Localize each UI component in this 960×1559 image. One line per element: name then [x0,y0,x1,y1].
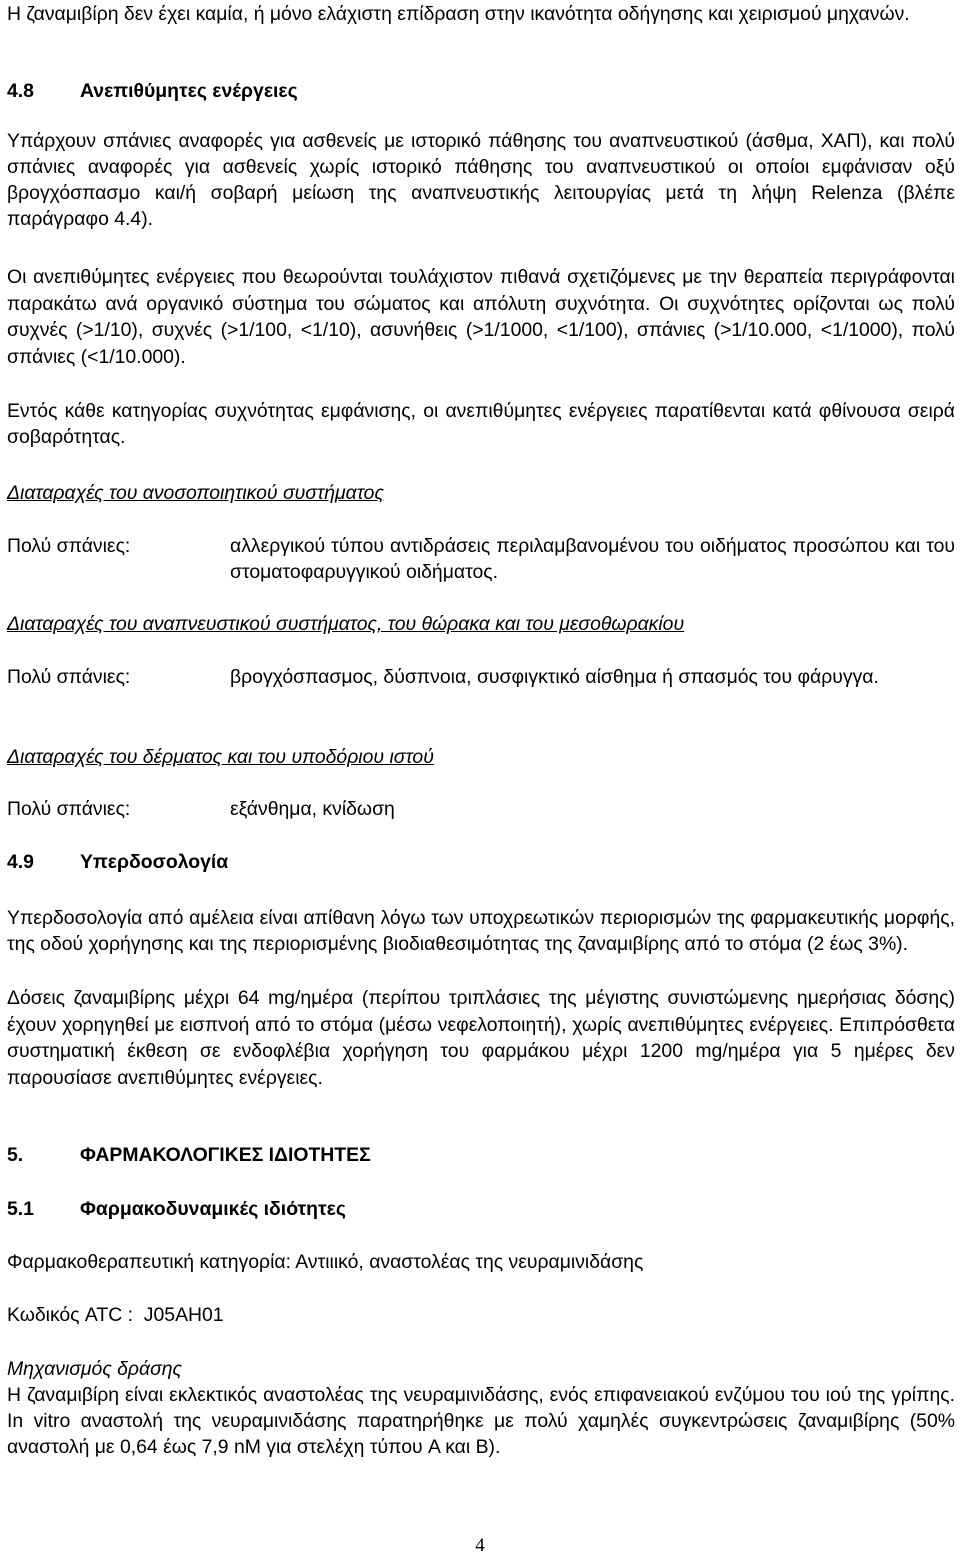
section-title: Ανεπιθύμητες ενέργειες [80,80,298,102]
adverse-paragraph-1: Υπάρχουν σπάνιες αναφορές για ασθενείς με ιστορικό πάθησης του αναπνευστικού (άσθμα, ΧΑΠ), και πολύ σπάνιες αναφορές για ασθενείς χωρίς ιστορικό πάθησης του αναπνευστικού οι οποίοι εμφάνισαν οξύ βρογχόσπασμο και/ή σοβαρή μείωση της αναπνευστικής λειτουργίας μετά τη λήψη Relenza (βλέπε παράγραφο 4.4). [7,130,955,230]
group-row [7,533,955,585]
effect-text: αλλεργικού τύπου αντιδράσεις περιλαμβανομένου του οιδήματος προσώπου και του στοματοφαρυγγικού οιδήματος. [230,535,955,583]
atc-code: Κωδικός ATC : J05AH01 [7,1304,224,1326]
effect-text: βρογχόσπασμος, δύσπνοια, συσφιγκτικό αίσθημα ή σπασμός του φάρυγγα. [230,666,879,688]
section-4-8-heading [7,78,298,104]
frequency-label: Πολύ σπάνιες: [7,535,131,557]
therapeutic-category: Φαρμακοθεραπευτική κατηγορία: Αντιιικό, αναστολέας της νευραμινιδάσης [7,1251,644,1273]
group-heading: Διαταραχές του ανοσοποιητικού συστήματος [7,482,384,504]
group-row [7,664,955,690]
group-row [7,796,955,822]
section-title: Φαρμακοδυναμικές ιδιότητες [80,1198,346,1220]
frequency-label: Πολύ σπάνιες: [7,798,131,820]
section-title: ΦΑΡΜΑΚΟΛΟΓΙΚΕΣ ΙΔΙΟΤΗΤΕΣ [80,1144,371,1166]
mechanism-paragraph: Η ζαναμιβίρη είναι εκλεκτικός αναστολέας της νευραμινιδάσης, ενός επιφανειακού ενζύμου του ιού της γρίπης. In vitro αναστολή της νευραμινιδάσης παρατηρήθηκε με πολύ χαμηλές συγκεντρώσεις ζαναμιβίρης (50% αναστολή με 0,64 έως 7,9 nM για στελέχη τύπου A και B). [7,1384,955,1458]
adverse-paragraph-2: Οι ανεπιθύμητες ενέργειες που θεωρούνται τουλάχιστον πιθανά σχετιζόμενες με την θεραπεία περιγράφονται παρακάτω ανά οργανικό σύστημα του σώματος και απόλυτη συχνότητα. Οι συχνότητες ορίζονται ως πολύ συχνές (>1/10), συχνές (>1/100, <1/10), ασυνήθεις (>1/1000, <1/100), σπάνιες (>1/10.000, <1/1000), πολύ σπάνιες (<1/10.000). [7,266,955,368]
overdose-paragraph-1: Υπερδοσολογία από αμέλεια είναι απίθανη λόγω των υποχρεωτικών περιορισμών της φαρμακευτικής μορφής, της οδού χορήγησης και της περιορισμένης βιοδιαθεσιμότητας της ζαναμιβίρης από το στόμα (2 έως 3%). [7,907,955,955]
effect-text: εξάνθημα, κνίδωση [230,798,395,820]
section-5-1-heading [7,1196,346,1222]
group-heading: Διαταραχές του δέρματος και του υποδόριου ιστού [7,746,434,768]
intro-paragraph: Η ζαναμιβίρη δεν έχει καμία, ή μόνο ελάχιστη επίδραση στην ικανότητα οδήγησης και χειρισμού μηχανών. [7,3,910,25]
page-number: 4 [475,1535,485,1556]
frequency-label: Πολύ σπάνιες: [7,666,131,688]
section-number: 5.1 [7,1198,34,1220]
section-number: 4.8 [7,80,34,102]
section-4-9-heading [7,849,228,875]
mechanism-heading: Μηχανισμός δράσης [7,1358,182,1380]
section-number: 5. [7,1144,24,1166]
section-title: Υπερδοσολογία [80,851,229,873]
overdose-paragraph-2: Δόσεις ζαναμιβίρης μέχρι 64 mg/ημέρα (περίπου τριπλάσιες της μέγιστης συνιστώμενης ημερήσιας δόσης) έχουν χορηγηθεί με εισπνοή από το στόμα (μέσω νεφελοποιητή), χωρίς ανεπιθύμητες ενέργειες. Επιπρόσθετα συστηματική έκθεση σε ενδοφλέβια χορήγηση του φαρμάκου μέχρι 1200 mg/ημέρα για 5 ημέρες δεν παρουσίασε ανεπιθύμητες ενέργειες. [7,987,955,1089]
section-5-heading [7,1142,371,1168]
section-number: 4.9 [7,851,34,873]
adverse-paragraph-3: Εντός κάθε κατηγορίας συχνότητας εμφάνισης, οι ανεπιθύμητες ενέργειες παρατίθενται κατά φθίνουσα σειρά σοβαρότητας. [7,400,955,448]
group-heading: Διαταραχές του αναπνευστικού συστήματος, του θώρακα και του μεσοθωρακίου [7,613,685,635]
